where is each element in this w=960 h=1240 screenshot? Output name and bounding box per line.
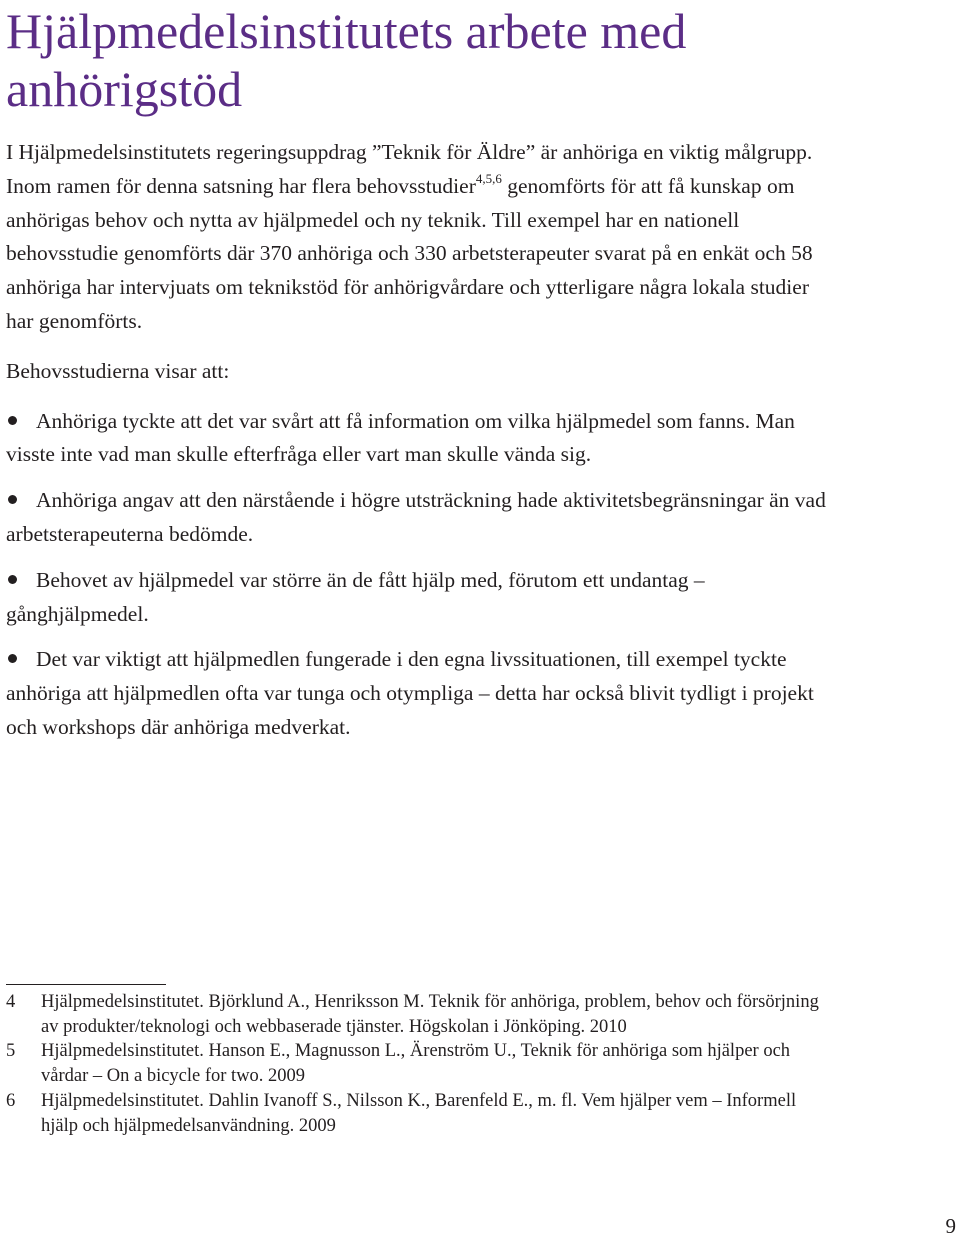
list-item <box>6 405 832 473</box>
footnotes <box>6 990 836 1138</box>
intro-text-start: I Hjälpmedelsinstitutets regeringsuppdrag ”Teknik för Äldre” är anhöriga en viktig målgrupp. Inom ramen för denna satsning har flera behovsstudier <box>6 140 813 198</box>
footnote-number: 6 <box>6 1090 16 1111</box>
bullet-icon <box>8 575 17 584</box>
page-content <box>6 0 832 745</box>
intro-text-end: genomförts för att få kunskap om anhörigas behov och nytta av hjälpmedel och ny teknik. Till exempel har en nationell behovsstudie genomförts där 370 anhöriga och 330 arbetsterapeuter svarat på en enkät och 58 anhöriga har intervjuats om teknikstöd för anhörigvårdare och ytterligare några lokala studier har genomförts. <box>6 173 813 333</box>
list-item-text: Behovet av hjälpmedel var större än de fått hjälp med, förutom ett undantag – gånghjälpmedel. <box>6 567 705 626</box>
page-title: Hjälpmedelsinstitutets arbete med anhörigstöd <box>6 3 687 117</box>
footnote-divider <box>6 984 166 985</box>
footnote-number: 5 <box>6 1041 16 1062</box>
page-number: 9 <box>945 1214 956 1238</box>
footnote-text: Hjälpmedelsinstitutet. Hanson E., Magnusson L., Ärenström U., Teknik för anhöriga som hjälper och vårdar – On a bicycle for two. 2009 <box>41 1041 791 1087</box>
list-item-text: Anhöriga tyckte att det var svårt att få information om vilka hjälpmedel som fanns. Man visste inte vad man skulle efterfråga eller vart man skulle vända sig. <box>6 408 795 467</box>
list-item <box>6 564 832 632</box>
list-item-text: Anhöriga angav att den närstående i högre utsträckning hade aktivitetsbegränsningar än vad arbetsterapeuterna bedömde. <box>6 488 826 546</box>
footnote-text: Hjälpmedelsinstitutet. Björklund A., Henriksson M. Teknik för anhöriga, problem, behov och försörjning av produkter/teknologi och webbaserade tjänster. Högskolan i Jönköping. 2010 <box>41 992 819 1037</box>
findings-list <box>6 405 832 745</box>
footnote-number: 4 <box>6 992 16 1012</box>
footnote-item <box>6 1089 836 1138</box>
footnote-reference: 4,5,6 <box>475 170 502 186</box>
footnote-text: Hjälpmedelsinstitutet. Dahlin Ivanoff S., Nilsson K., Barenfeld E., m. fl. Vem hjälper vem – Informell hjälp och hjälpmedelsanvändning. 2009 <box>41 1090 797 1136</box>
footnote-item <box>6 990 836 1039</box>
footnote-item <box>6 1039 836 1088</box>
bullet-icon <box>8 495 17 504</box>
list-item <box>6 643 832 744</box>
bullet-icon <box>8 654 17 663</box>
findings-lead: Behovsstudierna visar att: <box>6 358 230 383</box>
list-item <box>6 484 832 552</box>
bullet-icon <box>8 416 17 425</box>
list-item-text: Det var viktigt att hjälpmedlen fungerade i den egna livssituationen, till exempel tyckte anhöriga att hjälpmedlen ofta var tunga och otympliga – detta har också blivit tydligt i projekt och workshops där anhöriga medverkat. <box>6 647 814 739</box>
intro-paragraph <box>6 136 832 339</box>
